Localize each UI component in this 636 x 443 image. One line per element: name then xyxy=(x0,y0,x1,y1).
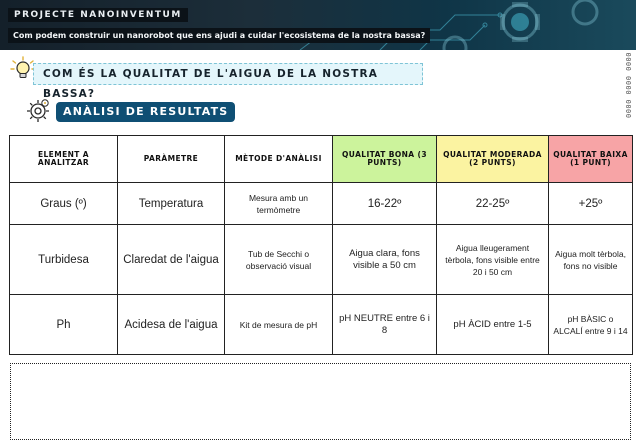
header-element: ELEMENT A ANALITZAR xyxy=(10,136,118,183)
header-quality-good: QUALITAT BONA (3 PUNTS) xyxy=(333,136,437,183)
project-subtitle: Com podem construir un nanorobot que ens ajudi a cuidar l'ecosistema de la nostra bassa? xyxy=(8,28,430,43)
table-row xyxy=(10,183,633,225)
table-row xyxy=(10,295,633,355)
project-brand: PROJECTE NANOINVENTUM xyxy=(8,8,188,22)
cell-method: Kit de mesura de pH xyxy=(225,295,333,355)
header-parameter: PARÀMETRE xyxy=(118,136,225,183)
cell-low: Aigua molt tèrbola, fons no visible xyxy=(549,225,633,295)
cell-parameter: Claredat de l'aigua xyxy=(118,225,225,295)
cell-parameter: Acidesa de l'aigua xyxy=(118,295,225,355)
cell-moderate: pH ÀCID entre 1-5 xyxy=(437,295,549,355)
header-quality-moderate: QUALITAT MODERADA (2 PUNTS) xyxy=(437,136,549,183)
cell-moderate: 22-25º xyxy=(437,183,549,225)
cell-element: Ph xyxy=(10,295,118,355)
cell-element: Graus (º) xyxy=(10,183,118,225)
header-banner xyxy=(0,0,636,50)
cell-element: Turbidesa xyxy=(10,225,118,295)
table-row xyxy=(10,225,633,295)
side-code: 0000 0000 0000 xyxy=(625,52,633,119)
results-table xyxy=(9,135,633,355)
cell-good: 16-22º xyxy=(333,183,437,225)
question-banner: COM ÉS LA QUALITAT DE L'AIGUA DE LA NOSTRA BASSA? xyxy=(33,63,423,85)
cell-low: +25º xyxy=(549,183,633,225)
section-title: ANÀLISI DE RESULTATS xyxy=(56,102,235,122)
gear-analysis-icon xyxy=(24,97,52,125)
cell-good: pH NEUTRE entre 6 i 8 xyxy=(333,295,437,355)
header-method: MÈTODE D'ANÀLISI xyxy=(225,136,333,183)
cell-parameter: Temperatura xyxy=(118,183,225,225)
cell-method: Mesura amb un termòmetre xyxy=(225,183,333,225)
header-quality-low: QUALITAT BAIXA (1 PUNT) xyxy=(549,136,633,183)
table-header-row xyxy=(10,136,633,183)
cell-moderate: Aigua lleugerament tèrbola, fons visible entre 20 i 50 cm xyxy=(437,225,549,295)
cell-good: Aigua clara, fons visible a 50 cm xyxy=(333,225,437,295)
cell-low: pH BÀSIC o ALCALÍ entre 9 i 14 xyxy=(549,295,633,355)
notes-box[interactable] xyxy=(10,363,631,440)
cell-method: Tub de Secchi o observació visual xyxy=(225,225,333,295)
